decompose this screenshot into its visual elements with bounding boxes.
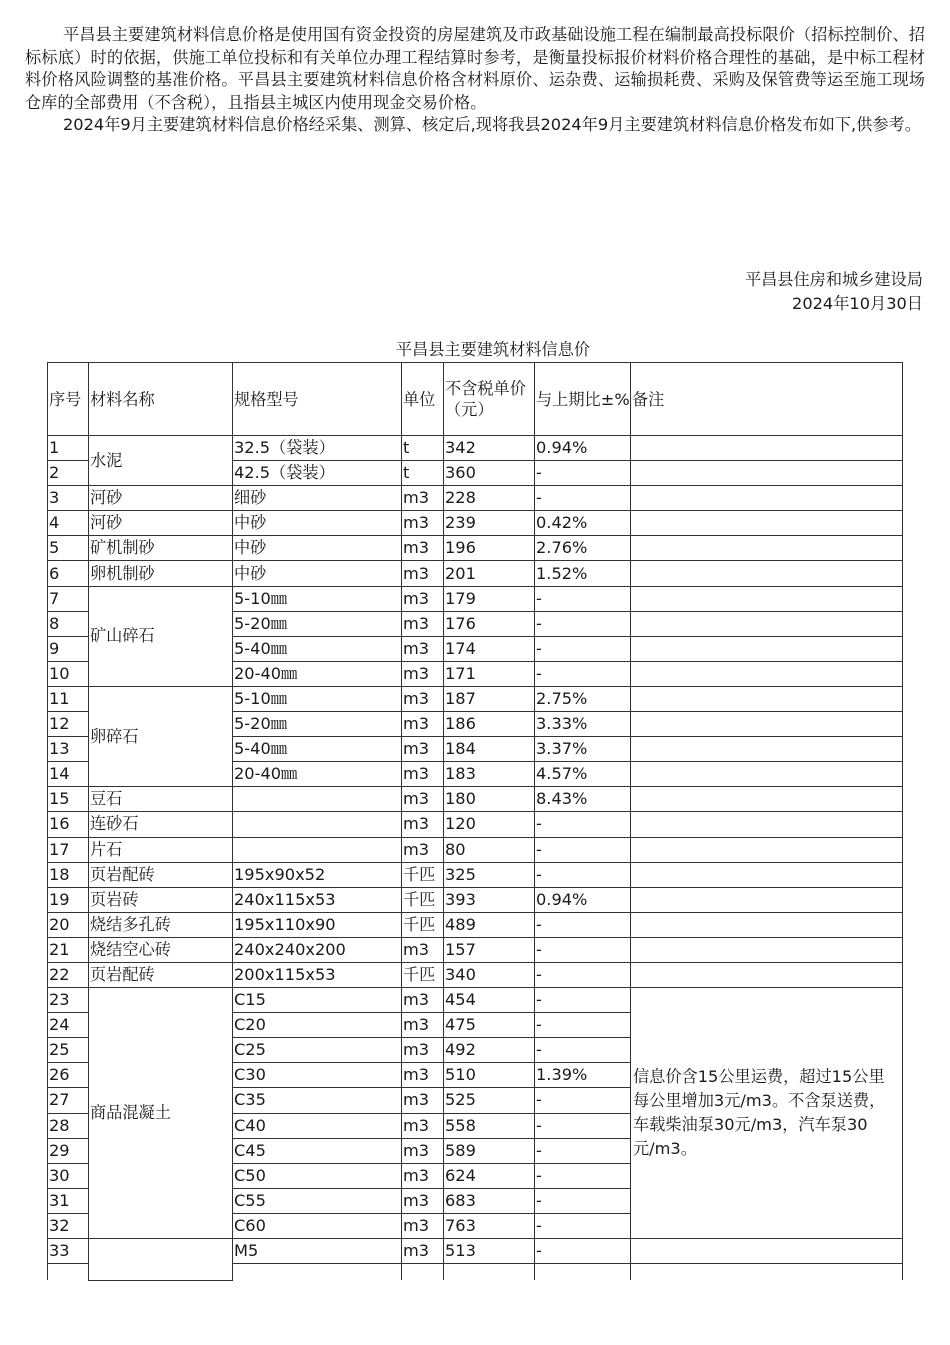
table-row: [48, 912, 903, 937]
table-row: [48, 586, 903, 611]
unit: 千匹: [402, 887, 444, 912]
material-name: 页岩配砖: [89, 862, 233, 887]
row-number: 21: [48, 937, 89, 962]
unit: m3: [402, 486, 444, 511]
price: 325: [444, 862, 535, 887]
spec-model: [233, 837, 402, 862]
table-row: [48, 536, 903, 561]
row-number: 25: [48, 1038, 89, 1063]
spec-model: 195x110x90: [233, 912, 402, 937]
row-number: 29: [48, 1138, 89, 1163]
row-number: 11: [48, 686, 89, 711]
unit: 千匹: [402, 962, 444, 987]
spec-model: 中砂: [233, 511, 402, 536]
price: 342: [444, 436, 535, 461]
material-name: 矿机制砂: [89, 536, 233, 561]
price: 492: [444, 1038, 535, 1063]
price: [444, 1264, 535, 1281]
change-rate: -: [535, 586, 631, 611]
remark: [631, 912, 903, 937]
change-rate: -: [535, 988, 631, 1013]
unit: m3: [402, 636, 444, 661]
price-table: [47, 362, 903, 1281]
issuing-organization: 平昌县住房和城乡建设局: [744, 270, 923, 289]
change-rate: [535, 1264, 631, 1281]
remark: [631, 536, 903, 561]
table-row: [48, 988, 903, 1013]
row-number: 33: [48, 1239, 89, 1264]
material-name: [89, 1239, 233, 1281]
row-number: 18: [48, 862, 89, 887]
price: 157: [444, 937, 535, 962]
remark: [631, 712, 903, 737]
material-name: 矿山碎石: [89, 586, 233, 686]
spec-model: M5: [233, 1239, 402, 1264]
spec-model: 42.5（袋装）: [233, 461, 402, 486]
unit: m3: [402, 686, 444, 711]
change-rate: 3.37%: [535, 737, 631, 762]
change-rate: -: [535, 1213, 631, 1238]
unit: m3: [402, 1013, 444, 1038]
table-row: [48, 486, 903, 511]
remark: [631, 611, 903, 636]
remark: [631, 486, 903, 511]
unit: m3: [402, 561, 444, 586]
spec-model: 5-20㎜: [233, 611, 402, 636]
row-number: 1: [48, 436, 89, 461]
unit: m3: [402, 586, 444, 611]
row-number: 27: [48, 1088, 89, 1113]
change-rate: 3.33%: [535, 712, 631, 737]
price: 174: [444, 636, 535, 661]
unit: m3: [402, 1088, 444, 1113]
remark: [631, 561, 903, 586]
spec-model: C40: [233, 1113, 402, 1138]
remark: [631, 787, 903, 812]
remark: [631, 837, 903, 862]
row-number: 9: [48, 636, 89, 661]
price: 201: [444, 561, 535, 586]
concrete-note: 信息价含15公里运费，超过15公里每公里增加3元/m3。不含泵送费，车载柴油泵30元/m3，汽车泵30元/m3。: [631, 988, 903, 1239]
material-name: 页岩配砖: [89, 962, 233, 987]
header-spec: 规格型号: [233, 363, 402, 436]
change-rate: -: [535, 1113, 631, 1138]
unit: m3: [402, 1038, 444, 1063]
price: 510: [444, 1063, 535, 1088]
unit: m3: [402, 712, 444, 737]
change-rate: -: [535, 1239, 631, 1264]
row-number: 23: [48, 988, 89, 1013]
remark: [631, 812, 903, 837]
price: 228: [444, 486, 535, 511]
material-name: 烧结空心砖: [89, 937, 233, 962]
price: 80: [444, 837, 535, 862]
row-number: 5: [48, 536, 89, 561]
remark: [631, 461, 903, 486]
remark: [631, 436, 903, 461]
row-number: 17: [48, 837, 89, 862]
unit: m3: [402, 536, 444, 561]
row-number: 26: [48, 1063, 89, 1088]
intro-paragraph-2: 2024年9月主要建筑材料信息价格经采集、测算、核定后,现将我县2024年9月主要建筑材料信息价格发布如下,供参考。: [63, 115, 921, 134]
header-no: 序号: [48, 363, 89, 436]
material-name: 卵机制砂: [89, 561, 233, 586]
unit: m3: [402, 661, 444, 686]
spec-model: 5-40㎜: [233, 636, 402, 661]
change-rate: -: [535, 837, 631, 862]
change-rate: -: [535, 661, 631, 686]
price: 239: [444, 511, 535, 536]
change-rate: -: [535, 912, 631, 937]
price: 589: [444, 1138, 535, 1163]
row-number: 8: [48, 611, 89, 636]
unit: t: [402, 436, 444, 461]
remark: [631, 862, 903, 887]
unit: m3: [402, 1138, 444, 1163]
unit: t: [402, 461, 444, 486]
spec-model: C25: [233, 1038, 402, 1063]
price: 171: [444, 661, 535, 686]
change-rate: -: [535, 1138, 631, 1163]
unit: [402, 1264, 444, 1281]
unit: m3: [402, 737, 444, 762]
row-number: 10: [48, 661, 89, 686]
price: 558: [444, 1113, 535, 1138]
row-number: 28: [48, 1113, 89, 1138]
table-row: [48, 686, 903, 711]
change-rate: -: [535, 937, 631, 962]
spec-model: 200x115x53: [233, 962, 402, 987]
row-number: 15: [48, 787, 89, 812]
material-name: 豆石: [89, 787, 233, 812]
unit: m3: [402, 511, 444, 536]
table-row: [48, 962, 903, 987]
change-rate: -: [535, 461, 631, 486]
material-name: 商品混凝土: [89, 988, 233, 1239]
header-change: 与上期比±%: [535, 363, 631, 436]
change-rate: 8.43%: [535, 787, 631, 812]
price: 360: [444, 461, 535, 486]
material-name: 页岩砖: [89, 887, 233, 912]
change-rate: 0.94%: [535, 887, 631, 912]
change-rate: 0.42%: [535, 511, 631, 536]
unit: m3: [402, 1213, 444, 1238]
intro-paragraph-1: 平昌县主要建筑材料信息价格是使用国有资金投资的房屋建筑及市政基础设施工程在编制最高投标限价（招标控制价、招标标底）时的依据，供施工单位投标和有关单位办理工程结算时参考，是衡量投标报价材料价格合理性的基础，是中标工程材料价格风险调整的基准价格。平昌县主要建筑材料信息价格含材料原价、运杂费、运输损耗费、采购及保管费等运至施工现场仓库的全部费用（不含税），且指县主城区内使用现金交易价格。: [25, 25, 925, 112]
table-row: [48, 787, 903, 812]
remark: [631, 887, 903, 912]
unit: m3: [402, 812, 444, 837]
spec-model: 5-10㎜: [233, 686, 402, 711]
row-number: 13: [48, 737, 89, 762]
spec-model: [233, 1264, 402, 1281]
price: 186: [444, 712, 535, 737]
material-name: 水泥: [89, 436, 233, 486]
table-row: [48, 511, 903, 536]
remark: [631, 1239, 903, 1264]
remark: [631, 962, 903, 987]
remark: [631, 686, 903, 711]
issue-date: 2024年10月30日: [792, 294, 923, 313]
unit: m3: [402, 937, 444, 962]
spec-model: C60: [233, 1213, 402, 1238]
row-number: 12: [48, 712, 89, 737]
row-number: 20: [48, 912, 89, 937]
row-number: 4: [48, 511, 89, 536]
spec-model: C55: [233, 1188, 402, 1213]
price: 763: [444, 1213, 535, 1238]
price: 196: [444, 536, 535, 561]
price: 393: [444, 887, 535, 912]
spec-model: 中砂: [233, 561, 402, 586]
remark: [631, 937, 903, 962]
change-rate: -: [535, 1163, 631, 1188]
spec-model: [233, 812, 402, 837]
spec-model: C35: [233, 1088, 402, 1113]
table-row: [48, 812, 903, 837]
row-number: 16: [48, 812, 89, 837]
spec-model: C20: [233, 1013, 402, 1038]
row-number: 19: [48, 887, 89, 912]
row-number: 31: [48, 1188, 89, 1213]
price: 184: [444, 737, 535, 762]
change-rate: 2.76%: [535, 536, 631, 561]
change-rate: 1.52%: [535, 561, 631, 586]
table-row: [48, 436, 903, 461]
change-rate: -: [535, 636, 631, 661]
material-name: 连砂石: [89, 812, 233, 837]
remark: [631, 762, 903, 787]
header-unit: 单位: [402, 363, 444, 436]
price: 525: [444, 1088, 535, 1113]
unit: m3: [402, 762, 444, 787]
remark: [631, 636, 903, 661]
table-row: [48, 837, 903, 862]
spec-model: 细砂: [233, 486, 402, 511]
row-number: 7: [48, 586, 89, 611]
material-name: 片石: [89, 837, 233, 862]
row-number: 22: [48, 962, 89, 987]
change-rate: 1.39%: [535, 1063, 631, 1088]
spec-model: 20-40㎜: [233, 661, 402, 686]
price: 475: [444, 1013, 535, 1038]
remark: [631, 511, 903, 536]
unit: m3: [402, 787, 444, 812]
spec-model: [233, 787, 402, 812]
price: 179: [444, 586, 535, 611]
row-number: 24: [48, 1013, 89, 1038]
row-number: 2: [48, 461, 89, 486]
remark: [631, 586, 903, 611]
unit: m3: [402, 1239, 444, 1264]
header-name: 材料名称: [89, 363, 233, 436]
price: 187: [444, 686, 535, 711]
spec-model: 195x90x52: [233, 862, 402, 887]
spec-model: 240x240x200: [233, 937, 402, 962]
unit: 千匹: [402, 912, 444, 937]
remark: [631, 661, 903, 686]
change-rate: 2.75%: [535, 686, 631, 711]
table-row: [48, 862, 903, 887]
unit: m3: [402, 1163, 444, 1188]
spec-model: C45: [233, 1138, 402, 1163]
header-note: 备注: [631, 363, 903, 436]
intro-text: [25, 24, 925, 137]
material-name: 卵碎石: [89, 686, 233, 786]
header-price: 不含税单价（元）: [444, 363, 535, 436]
price: 513: [444, 1239, 535, 1264]
spec-model: 5-20㎜: [233, 712, 402, 737]
material-name: 烧结多孔砖: [89, 912, 233, 937]
spec-model: 中砂: [233, 536, 402, 561]
change-rate: -: [535, 486, 631, 511]
change-rate: 4.57%: [535, 762, 631, 787]
table-row: [48, 1239, 903, 1264]
spec-model: C15: [233, 988, 402, 1013]
unit: m3: [402, 837, 444, 862]
spec-model: 240x115x53: [233, 887, 402, 912]
table-row: [48, 937, 903, 962]
row-number: [48, 1264, 89, 1281]
price: 489: [444, 912, 535, 937]
price: 683: [444, 1188, 535, 1213]
change-rate: -: [535, 611, 631, 636]
price: 183: [444, 762, 535, 787]
spec-model: C30: [233, 1063, 402, 1088]
table-title: 平昌县主要建筑材料信息价: [395, 340, 591, 359]
change-rate: -: [535, 862, 631, 887]
price: 340: [444, 962, 535, 987]
row-number: 30: [48, 1163, 89, 1188]
unit: 千匹: [402, 862, 444, 887]
spec-model: 5-40㎜: [233, 737, 402, 762]
unit: m3: [402, 611, 444, 636]
change-rate: -: [535, 1088, 631, 1113]
remark: [631, 737, 903, 762]
spec-model: 20-40㎜: [233, 762, 402, 787]
row-number: 14: [48, 762, 89, 787]
table-header-row: [48, 363, 903, 436]
price: 624: [444, 1163, 535, 1188]
unit: m3: [402, 1113, 444, 1138]
material-name: 河砂: [89, 511, 233, 536]
price: 180: [444, 787, 535, 812]
row-number: 6: [48, 561, 89, 586]
spec-model: 5-10㎜: [233, 586, 402, 611]
change-rate: -: [535, 1188, 631, 1213]
table-row: [48, 887, 903, 912]
change-rate: -: [535, 812, 631, 837]
price: 454: [444, 988, 535, 1013]
spec-model: 32.5（袋装）: [233, 436, 402, 461]
signature-block: [745, 268, 923, 316]
change-rate: -: [535, 1038, 631, 1063]
table-row: [48, 561, 903, 586]
unit: m3: [402, 1188, 444, 1213]
change-rate: 0.94%: [535, 436, 631, 461]
spec-model: C50: [233, 1163, 402, 1188]
material-name: 河砂: [89, 486, 233, 511]
price: 120: [444, 812, 535, 837]
price: 176: [444, 611, 535, 636]
unit: m3: [402, 1063, 444, 1088]
unit: m3: [402, 988, 444, 1013]
change-rate: -: [535, 1013, 631, 1038]
remark: [631, 1264, 903, 1281]
row-number: 3: [48, 486, 89, 511]
change-rate: -: [535, 962, 631, 987]
row-number: 32: [48, 1213, 89, 1238]
